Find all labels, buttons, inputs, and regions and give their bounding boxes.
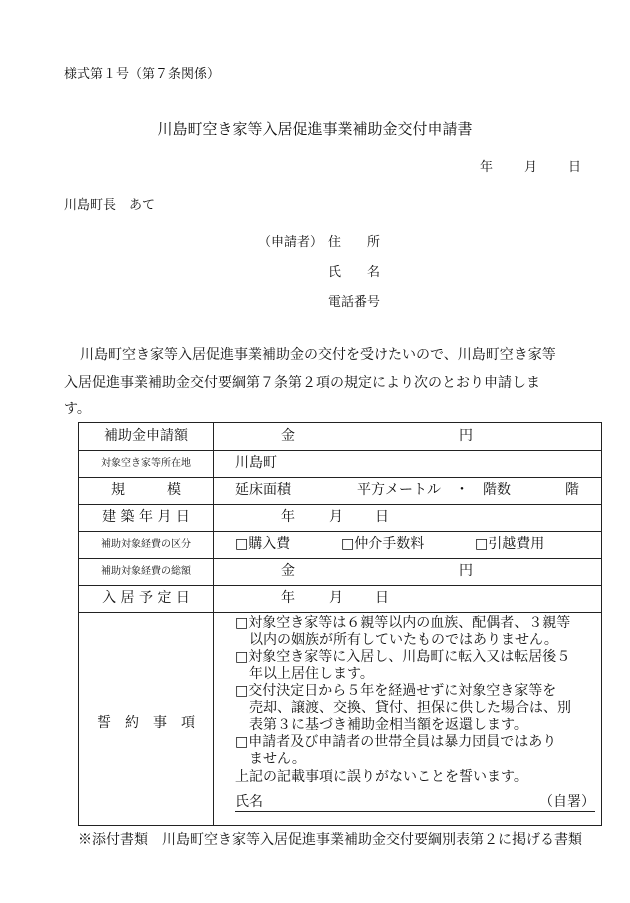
table-row-divider [79, 450, 601, 451]
page-title: 川島町空き家等入居促進事業補助金交付申請書 [157, 120, 473, 138]
stories-unit: 階 [565, 482, 579, 498]
build-date-year: 年 [281, 509, 295, 525]
signature-self-label: （自署） [539, 794, 595, 810]
pledge-line: □交付決定日から５年を経過せずに対象空き家等を [235, 683, 557, 699]
row-label-move-in-date: 入 居 予 定 日 [102, 590, 190, 606]
statement-line-2: 入居促進事業補助金交付要綱第７条第２項の規定により次のとおり申請しま [64, 375, 540, 391]
address-label: 住 所 [328, 235, 381, 250]
grant-amount-kin: 金 [281, 428, 295, 444]
row-label-expense-category: 補助対象経費の区分 [101, 539, 191, 550]
application-table [78, 422, 602, 826]
pledge-line: ません。 [249, 751, 306, 767]
signature-line[interactable] [235, 793, 595, 812]
date-day-label: 日 [568, 160, 582, 175]
expense-moving-checkbox[interactable]: □引越費用 [475, 536, 545, 552]
attachment-note: ※添付書類 川島町空き家等入居促進事業補助金交付要綱別表第２に掲げる書類 [78, 832, 582, 848]
expense-total-yen: 円 [459, 563, 473, 579]
row-label-build-date: 建 築 年 月 日 [102, 509, 190, 525]
expense-total-kin: 金 [281, 563, 295, 579]
row-label-expense-total: 補助対象経費の総額 [101, 566, 191, 577]
grant-amount-yen: 円 [459, 428, 473, 444]
table-row-divider [79, 477, 601, 478]
table-row-divider [79, 504, 601, 505]
date-month-label: 月 [524, 160, 538, 175]
pledge-line: □対象空き家等は６親等以内の血族、配偶者、３親等 [235, 615, 571, 631]
form-number: 様式第１号（第７条関係） [64, 67, 221, 82]
table-row-divider [79, 558, 601, 559]
row-label-scale: 規 模 [111, 482, 181, 498]
move-in-date-day: 日 [375, 590, 389, 606]
table-row-divider [79, 531, 601, 532]
property-location-value: 川島町 [235, 455, 277, 471]
floor-area-label: 延床面積 [235, 482, 291, 498]
date-year-label: 年 [480, 160, 494, 175]
pledge-line: □申請者及び申請者の世帯全員は暴力団員ではあり [235, 734, 557, 750]
statement-line-3: す。 [64, 401, 91, 417]
table-row-divider [79, 612, 601, 613]
pledge-line: 売却、譲渡、交換、貸付、担保に供した場合は、別 [249, 700, 571, 716]
table-column-divider [213, 423, 214, 825]
table-row-divider [79, 585, 601, 586]
signature-name-label: 氏名 [235, 794, 263, 810]
row-label-grant-amount: 補助金申請額 [104, 428, 188, 444]
statement-line-1: 川島町空き家等入居促進事業補助金の交付を受けたいので、川島町空き家等 [80, 347, 556, 363]
floor-area-unit-and-stories: 平方メートル ・ 階数 [357, 482, 511, 498]
applicant-label: （申請者） [258, 235, 324, 250]
pledge-confirmation: 上記の記載事項に誤りがないことを誓います。 [235, 769, 528, 785]
build-date-month: 月 [329, 509, 343, 525]
pledge-line: 年以上居住します。 [249, 666, 374, 682]
pledge-line: 以内の姻族が所有していたものではありません。 [249, 632, 558, 648]
name-label: 氏 名 [328, 265, 381, 280]
expense-purchase-checkbox[interactable]: □購入費 [235, 536, 291, 552]
move-in-date-year: 年 [281, 590, 295, 606]
addressee: 川島町長 あて [64, 198, 156, 213]
pledge-line: □対象空き家等に入居し、川島町に転入又は転居後５ [235, 649, 571, 665]
expense-brokerage-checkbox[interactable]: □仲介手数料 [341, 536, 425, 552]
pledge-line: 表第３に基づき補助金相当額を返還します。 [249, 717, 528, 733]
phone-label: 電話番号 [328, 295, 381, 310]
row-label-property-location: 対象空き家等所在地 [101, 458, 191, 469]
row-label-pledge: 誓 約 事 項 [97, 715, 195, 731]
move-in-date-month: 月 [329, 590, 343, 606]
build-date-day: 日 [375, 509, 389, 525]
